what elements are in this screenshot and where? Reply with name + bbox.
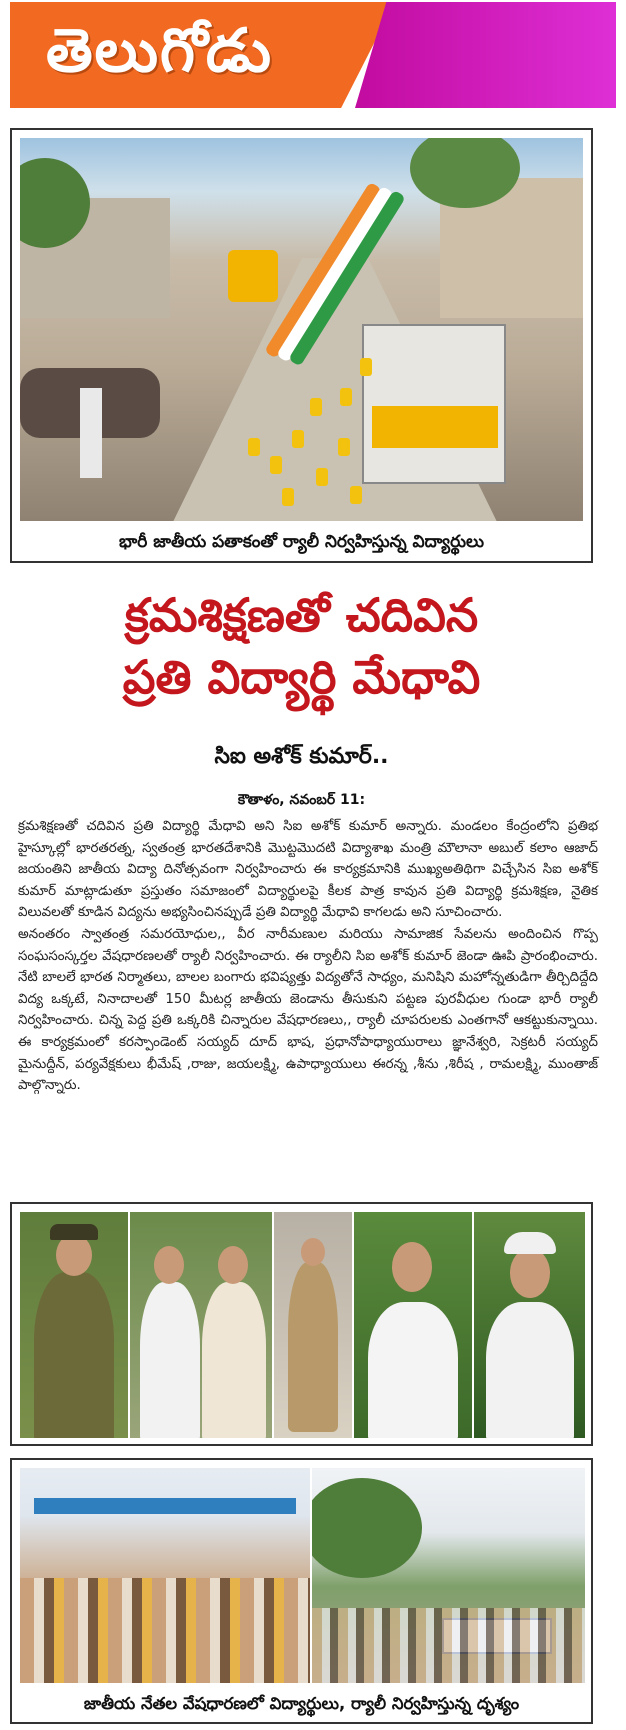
- student: [248, 438, 260, 456]
- rally-crowd: [312, 1608, 585, 1683]
- masthead-magenta-panel: [355, 2, 616, 108]
- group-photo-frame: [10, 1458, 593, 1724]
- headline-line-2: ప్రతి విద్యార్థి మేధావి: [122, 650, 481, 704]
- teacher-face: [218, 1246, 248, 1284]
- student-figure: [140, 1282, 200, 1438]
- student: [316, 468, 328, 486]
- article-paragraph-1: క్రమశిక్షణతో చదివిన ప్రతి విద్యార్థి మేధావి అని సిఐ అశోక్ కుమార్ అన్నారు. మండలం కేంద్రంలోని ప్రతిభ హైస్కూల్లో భారతరత్న, స్వతంత్ర భారతదేశానికి మొట్టమొదటి విద్యాశాఖ మంత్రి మౌలానా అబుల్ కలాం ఆజాద్ జయంతిని జాతీయ విద్యా దినోత్సవంగా నిర్వహించారు ఈ కార్యక్రమానికి ముఖ్యఅతిథిగా విచ్చేసిన సిఐ అశోక్ కుమార్ మాట్లాడుతూ ప్రస్తుతం సమాజంలో విద్యార్థులపై కీలక పాత్ర కావున ప్రతి విద్యార్థి క్రమశిక్షణ, నైతిక విలువలతో కూడిన విద్యను అభ్యసించినప్పుడే ప్రతి విద్యార్థి మేధావి కాగలడు అని సూచించారు.: [18, 819, 598, 921]
- student-face: [301, 1238, 325, 1266]
- pedestrian: [80, 388, 102, 478]
- student: [310, 398, 322, 416]
- photo-caption: జాతీయ నేతల వేషధారణలో విద్యార్థులు, ర్యాలీ నిర్వహిస్తున్న దృశ్యం: [83, 1694, 520, 1713]
- student: [360, 358, 372, 376]
- student-face: [392, 1242, 432, 1292]
- collage-photo-doctor-costume: [354, 1212, 472, 1438]
- masthead: [10, 2, 616, 108]
- rally-street-photo: [312, 1468, 585, 1683]
- student: [350, 486, 362, 504]
- tree: [312, 1478, 422, 1578]
- student-figure: [34, 1272, 114, 1438]
- student-face: [56, 1234, 92, 1276]
- collage-photo-white-uniform: [474, 1212, 585, 1438]
- rally-photo: [20, 138, 583, 521]
- collage-photo-army-costume: [20, 1212, 128, 1438]
- student-figure: [486, 1302, 574, 1438]
- student-figure: [288, 1262, 338, 1432]
- group-photo-leaders-costume: [20, 1468, 310, 1683]
- article-paragraph-2: అనంతరం స్వాతంత్ర సమరయోధుల,, వీర నారీమణుల మరియు సామాజిక సేవలను అందించిన గొప్ప సంఘసంస్కర్తల వేషధారణలతో ర్యాలీ నిర్వహించారు. ఈ ర్యాలీని సిఐ అశోక్ కుమార్ జెండా ఊపి ప్రారంభించారు. నేటి బాలలే భారత నిర్మాతలు, బాలల బంగారు భవిష్యత్తు విద్యతోనే సాధ్యం, మనిషిని మహోన్నతుడిగా తీర్చిదిద్దేది విద్య ఒక్కటే, నినాదాలతో 150 మీటర్ల జాతీయ జెండాను తీసుకుని పట్టణ పురవీధుల గుండా భారీ ర్యాలీ నిర్వహించారు. చిన్న పెద్ద ప్రతి ఒక్కరికి చిన్నారుల వేషధారణలు,, ర్యాలీ చూపరులకు ఎంతగానో ఆకట్టుకున్నాయి. ఈ కార్యక్రమంలో కరస్పాండెంట్ సయ్యద్ దూద్ భాష, ప్రధానోపాధ్యాయురాలు జ్ఞానేశ్వరి, సెక్రటరీ సయ్యద్ మైనుద్దీన్, పర్యవేక్షకులు భీమేష్ ,రాజు, జయలక్ష్మి, ఉపాధ్యాయులు ఈరన్న ,శీను ,శిరీష , రామలక్ష్మి, ముంతాజ్ పాల్గొన్నారు.: [18, 926, 598, 1094]
- truck: [362, 324, 506, 484]
- students-group: [20, 1578, 310, 1683]
- student-face: [510, 1248, 550, 1298]
- student: [340, 388, 352, 406]
- student: [338, 438, 350, 456]
- costume-collage-frame: [10, 1202, 593, 1446]
- collage-photo-police-costume: [274, 1212, 352, 1438]
- rally-photo-frame: [10, 128, 593, 563]
- cap: [50, 1224, 98, 1240]
- photo-caption: భారీ జాతీయ పతాకంతో ర్యాలీ నిర్వహిస్తున్న విద్యార్థులు: [119, 532, 484, 552]
- byline: సిఐ అశోక్ కుమార్..: [214, 744, 389, 769]
- article-body: [18, 816, 598, 1097]
- canopy: [34, 1498, 296, 1514]
- headline-line-1: క్రమశిక్షణతో చదివిన: [124, 588, 479, 642]
- collage-photo-doctor-teacher: [130, 1212, 272, 1438]
- newspaper-title: తెలుగోడు: [46, 16, 273, 86]
- student: [292, 430, 304, 448]
- student: [270, 456, 282, 474]
- student-face: [154, 1246, 184, 1284]
- cap: [504, 1232, 556, 1254]
- dateline: కౌతాళం, నవంబర్ 11:: [237, 792, 366, 808]
- teacher-figure: [202, 1282, 266, 1438]
- student: [282, 488, 294, 506]
- auto-rickshaw: [228, 250, 278, 302]
- truck-yellow-panel: [372, 406, 498, 448]
- student-figure: [368, 1302, 458, 1438]
- headline: [10, 584, 593, 708]
